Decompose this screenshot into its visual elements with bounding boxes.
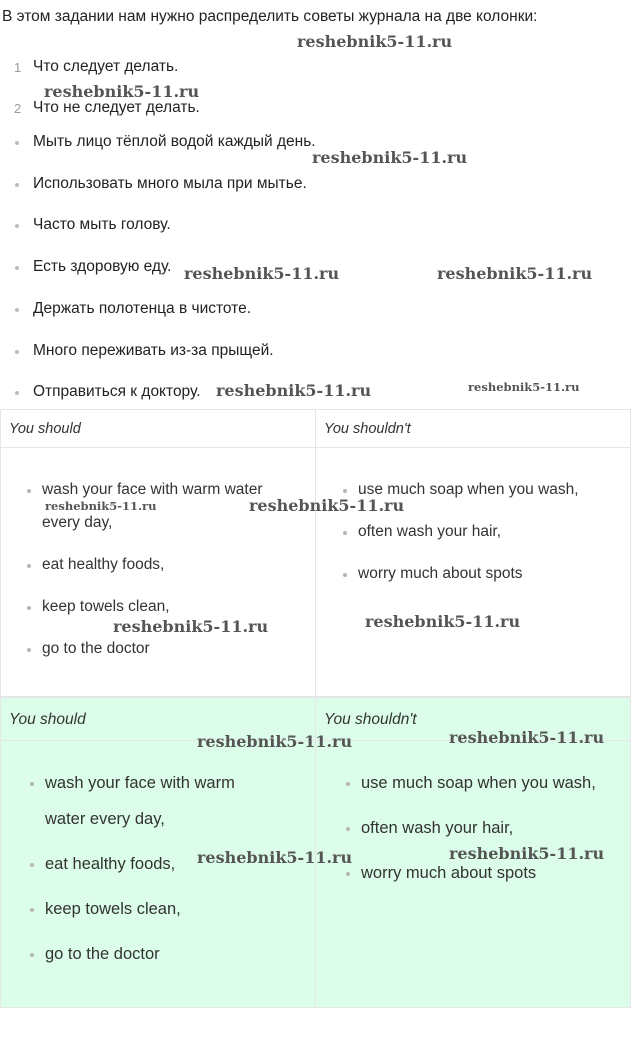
advice-table (0, 409, 631, 697)
watermark: reshebnik5-11.ru (437, 264, 593, 283)
list-item (42, 640, 150, 658)
watermark: reshebnik5-11.ru (249, 496, 405, 515)
list-item (361, 819, 513, 838)
list-item-text: use much soap when you wash, (358, 481, 579, 498)
header-you-should: You should (9, 421, 81, 437)
list-item-text: Часто мыть голову. (33, 216, 171, 233)
watermark: reshebnik5-11.ru (216, 381, 372, 400)
bullet-icon (15, 266, 19, 270)
watermark: reshebnik5-11.ru (297, 32, 453, 51)
list-item (358, 565, 523, 583)
bullet-icon (15, 224, 19, 228)
list-item (45, 774, 235, 793)
list-item (42, 481, 263, 499)
list-item-text: eat healthy foods, (45, 855, 176, 873)
bullet-icon (15, 308, 19, 312)
bullet-icon (27, 564, 31, 568)
list-item-text: eat healthy foods, (42, 556, 165, 573)
bullet-icon (30, 953, 34, 957)
list-item-text: worry much about spots (361, 864, 537, 882)
item-number: 1 (14, 60, 22, 75)
list-item-text: wash your face with warm water (42, 481, 263, 498)
bullet-icon (346, 872, 350, 876)
bullet-icon (343, 573, 347, 577)
list-item (361, 774, 596, 793)
list-item-text: Много переживать из-за прыщей. (33, 342, 274, 359)
list-item (358, 523, 501, 541)
watermark: reshebnik5-11.ru (468, 380, 580, 394)
bullet-icon (27, 648, 31, 652)
watermark: reshebnik5-11.ru (197, 848, 353, 867)
watermark: reshebnik5-11.ru (44, 82, 200, 101)
list-item-text: often wash your hair, (361, 819, 514, 837)
list-item-text: worry much about spots (358, 565, 523, 582)
bullet-icon (346, 827, 350, 831)
bullet-icon (27, 489, 31, 493)
list-item-text: Держать полотенца в чистоте. (33, 300, 252, 317)
watermark: reshebnik5-11.ru (365, 612, 521, 631)
bullet-icon (30, 782, 34, 786)
bullet-icon (30, 863, 34, 867)
bullet-icon (30, 908, 34, 912)
column-divider (315, 410, 316, 696)
list-item-continuation: water every day, (45, 810, 165, 828)
list-item-text: Есть здоровую еду. (33, 258, 172, 275)
item-text: Что следует делать. (33, 58, 179, 75)
list-item-text: Мыть лицо тёплой водой каждый день. (33, 133, 316, 150)
bullet-icon (346, 782, 350, 786)
header-you-shouldnt: You shouldn't (324, 421, 411, 437)
item-number: 2 (14, 101, 22, 116)
bullet-icon (15, 183, 19, 187)
bullet-icon (27, 606, 31, 610)
bullet-icon (15, 141, 19, 145)
list-item-text: keep towels clean, (42, 598, 170, 615)
list-item-text: use much soap when you wash, (361, 774, 596, 792)
list-item-text: go to the doctor (45, 945, 160, 963)
watermark: reshebnik5-11.ru (197, 732, 353, 751)
watermark: reshebnik5-11.ru (184, 264, 340, 283)
bullet-icon (15, 350, 19, 354)
list-item-text: often wash your hair, (358, 523, 502, 540)
bullet-icon (343, 531, 347, 535)
list-item (45, 945, 160, 964)
list-item-text: go to the doctor (42, 640, 150, 657)
advice-table-highlighted (0, 697, 631, 1008)
header-you-should: You should (9, 711, 86, 728)
list-item (361, 864, 536, 883)
intro-text: В этом задании нам нужно распределить советы журнала на две колонки: (2, 8, 538, 25)
watermark: reshebnik5-11.ru (113, 617, 269, 636)
list-item-text: Отправиться к доктору. (33, 383, 201, 400)
item-text: Что не следует делать. (33, 99, 200, 116)
header-you-shouldnt: You shouldn't (324, 711, 417, 728)
list-item-continuation: every day, (42, 514, 113, 531)
list-item (45, 900, 181, 919)
list-item (45, 855, 175, 874)
list-item (42, 598, 170, 616)
watermark: reshebnik5-11.ru (449, 728, 605, 747)
watermark: reshebnik5-11.ru (312, 148, 468, 167)
watermark: reshebnik5-11.ru (449, 844, 605, 863)
bullet-icon (15, 391, 19, 395)
list-item (42, 556, 164, 574)
list-item-text: wash your face with warm (45, 774, 235, 792)
bullet-icon (343, 489, 347, 493)
list-item-text: Использовать много мыла при мытье. (33, 175, 307, 192)
list-item-text: keep towels clean, (45, 900, 181, 918)
watermark: reshebnik5-11.ru (45, 499, 157, 513)
